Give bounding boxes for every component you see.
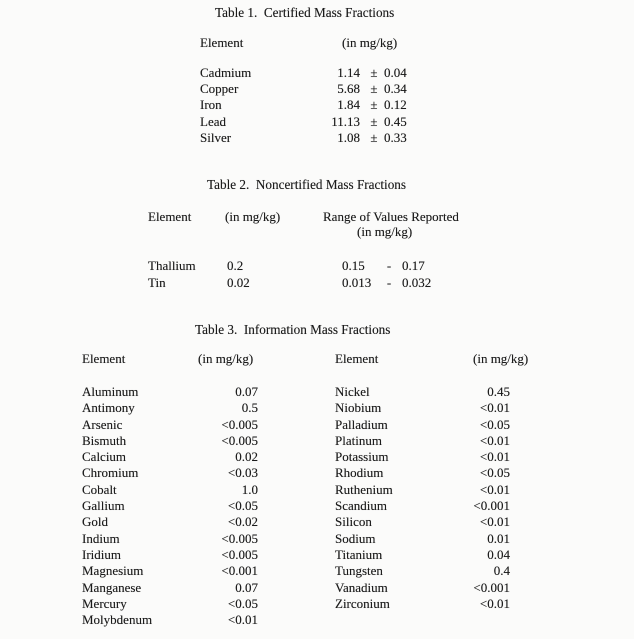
value-cell: <0.01 bbox=[227, 612, 258, 628]
element-cell: Iron bbox=[200, 97, 222, 113]
table-row bbox=[335, 580, 510, 596]
range-min-cell: 0.15 bbox=[342, 258, 365, 273]
uncertainty-cell: 0.45 bbox=[384, 113, 407, 129]
element-cell: Sodium bbox=[335, 530, 376, 546]
table3-left-header-element: Element bbox=[82, 351, 126, 366]
table-row bbox=[335, 400, 510, 416]
value-cell: <0.005 bbox=[221, 416, 258, 432]
table-row bbox=[335, 498, 510, 514]
table-row bbox=[82, 531, 258, 547]
element-cell: Molybdenum bbox=[82, 612, 153, 628]
value-cell: 5.68 bbox=[337, 81, 360, 97]
range-dash: - bbox=[386, 258, 392, 273]
table-row bbox=[82, 563, 258, 579]
table-row bbox=[82, 514, 258, 530]
element-cell: Cadmium bbox=[200, 65, 252, 80]
table-row bbox=[200, 114, 407, 130]
table-row bbox=[82, 547, 258, 563]
element-cell: Palladium bbox=[335, 416, 388, 432]
table-row bbox=[82, 612, 258, 628]
value-cell: <0.005 bbox=[221, 432, 258, 448]
element-cell: Mercury bbox=[82, 595, 127, 611]
value-cell: 0.02 bbox=[235, 449, 258, 465]
element-cell: Magnesium bbox=[82, 563, 144, 579]
element-cell: Thallium bbox=[148, 258, 196, 273]
table2-header-range: Range of Values Reported bbox=[323, 209, 459, 224]
value-cell: 0.01 bbox=[487, 530, 510, 546]
table1-header-element: Element bbox=[200, 35, 244, 50]
table-row bbox=[82, 449, 258, 465]
table2-title: Table 2. Noncertified Mass Fractions bbox=[207, 177, 407, 192]
value-cell: <0.01 bbox=[479, 481, 510, 497]
element-cell: Arsenic bbox=[82, 416, 123, 432]
table3-right-column bbox=[335, 384, 510, 612]
element-cell: Platinum bbox=[335, 432, 382, 448]
uncertainty-cell: 0.34 bbox=[384, 81, 407, 97]
value-cell: 11.13 bbox=[331, 113, 360, 129]
range-min-cell: 0.013 bbox=[342, 274, 372, 290]
range-dash: - bbox=[386, 274, 392, 290]
element-cell: Copper bbox=[200, 81, 239, 97]
table2-header-element: Element bbox=[148, 209, 192, 224]
value-cell: <0.05 bbox=[227, 595, 258, 611]
table-row bbox=[335, 433, 510, 449]
table-row bbox=[335, 596, 510, 612]
table-row bbox=[200, 130, 407, 146]
plus-minus-sign: ± bbox=[370, 81, 378, 97]
value-cell: 0.5 bbox=[241, 400, 258, 416]
value-cell: <0.01 bbox=[479, 432, 510, 448]
table-row bbox=[335, 482, 510, 498]
table-row bbox=[82, 433, 258, 449]
element-cell: Aluminum bbox=[82, 384, 139, 399]
plus-minus-sign: ± bbox=[370, 113, 378, 129]
element-cell: Bismuth bbox=[82, 432, 127, 448]
table3-left-header-unit: (in mg/kg) bbox=[198, 351, 254, 366]
element-cell: Nickel bbox=[335, 384, 370, 399]
table-row bbox=[335, 465, 510, 481]
table1-header-unit: (in mg/kg) bbox=[342, 35, 398, 50]
value-cell: <0.01 bbox=[479, 514, 510, 530]
element-cell: Silicon bbox=[335, 514, 372, 530]
table-row bbox=[82, 596, 258, 612]
uncertainty-cell: 0.12 bbox=[384, 97, 407, 113]
value-cell: 0.2 bbox=[227, 258, 244, 273]
value-cell: <0.001 bbox=[221, 563, 258, 579]
element-cell: Vanadium bbox=[335, 579, 388, 595]
value-cell: <0.005 bbox=[221, 530, 258, 546]
element-cell: Scandium bbox=[335, 498, 387, 514]
value-cell: 0.45 bbox=[487, 384, 510, 399]
element-cell: Titanium bbox=[335, 546, 383, 562]
element-cell: Silver bbox=[200, 129, 232, 145]
plus-minus-sign: ± bbox=[370, 65, 378, 80]
element-cell: Manganese bbox=[82, 579, 142, 595]
plus-minus-sign: ± bbox=[370, 97, 378, 113]
value-cell: <0.05 bbox=[227, 498, 258, 514]
table-row bbox=[200, 65, 407, 81]
element-cell: Antimony bbox=[82, 400, 135, 416]
value-cell: 0.4 bbox=[493, 563, 510, 579]
plus-minus-sign: ± bbox=[370, 129, 378, 145]
table3-title: Table 3. Information Mass Fractions bbox=[195, 322, 391, 337]
range-max-cell: 0.17 bbox=[402, 258, 425, 273]
table3-left-column bbox=[82, 384, 258, 628]
table2-header-unit: (in mg/kg) bbox=[225, 209, 281, 224]
table1-body bbox=[200, 65, 407, 146]
table-row bbox=[82, 417, 258, 433]
element-cell: Tin bbox=[148, 274, 166, 290]
table3-right-header-unit: (in mg/kg) bbox=[473, 351, 529, 366]
table-row bbox=[335, 384, 510, 400]
table-row bbox=[200, 97, 407, 113]
value-cell: 1.14 bbox=[337, 65, 360, 80]
value-cell: 1.08 bbox=[337, 129, 360, 145]
table-row bbox=[335, 449, 510, 465]
table2-body bbox=[148, 258, 431, 291]
element-cell: Niobium bbox=[335, 400, 382, 416]
value-cell: 0.02 bbox=[227, 274, 250, 290]
table-row bbox=[82, 580, 258, 596]
table-row bbox=[335, 417, 510, 433]
table-row bbox=[335, 547, 510, 563]
element-cell: Iridium bbox=[82, 546, 121, 562]
element-cell: Cobalt bbox=[82, 481, 117, 497]
table-row bbox=[335, 514, 510, 530]
value-cell: <0.05 bbox=[479, 465, 510, 481]
table-row bbox=[82, 465, 258, 481]
element-cell: Rhodium bbox=[335, 465, 384, 481]
value-cell: 0.07 bbox=[235, 579, 258, 595]
uncertainty-cell: 0.33 bbox=[384, 129, 407, 145]
uncertainty-cell: 0.04 bbox=[384, 65, 407, 80]
value-cell: <0.01 bbox=[479, 449, 510, 465]
element-cell: Potassium bbox=[335, 449, 389, 465]
element-cell: Lead bbox=[200, 113, 226, 129]
value-cell: 0.04 bbox=[487, 546, 510, 562]
value-cell: <0.05 bbox=[479, 416, 510, 432]
value-cell: <0.01 bbox=[479, 595, 510, 611]
table-row bbox=[148, 258, 431, 275]
value-cell: <0.001 bbox=[473, 579, 510, 595]
table-row bbox=[335, 563, 510, 579]
value-cell: 0.07 bbox=[235, 384, 258, 399]
value-cell: 1.0 bbox=[241, 481, 258, 497]
range-max-cell: 0.032 bbox=[402, 274, 432, 290]
value-cell: <0.001 bbox=[473, 498, 510, 514]
table-row bbox=[200, 81, 407, 97]
element-cell: Ruthenium bbox=[335, 481, 393, 497]
table-row bbox=[82, 400, 258, 416]
value-cell: <0.005 bbox=[221, 546, 258, 562]
element-cell: Indium bbox=[82, 530, 120, 546]
table2-header-range-unit: (in mg/kg) bbox=[357, 224, 413, 239]
table1-title: Table 1. Certified Mass Fractions bbox=[215, 5, 395, 20]
element-cell: Chromium bbox=[82, 465, 139, 481]
table-row bbox=[82, 384, 258, 400]
table3-right-header-element: Element bbox=[335, 351, 379, 366]
value-cell: <0.01 bbox=[479, 400, 510, 416]
element-cell: Gallium bbox=[82, 498, 125, 514]
table-row bbox=[82, 498, 258, 514]
table-row bbox=[148, 275, 431, 292]
element-cell: Gold bbox=[82, 514, 108, 530]
element-cell: Calcium bbox=[82, 449, 127, 465]
value-cell: <0.02 bbox=[227, 514, 258, 530]
value-cell: <0.03 bbox=[227, 465, 258, 481]
element-cell: Zirconium bbox=[335, 595, 390, 611]
value-cell: 1.84 bbox=[337, 97, 360, 113]
table-row bbox=[82, 482, 258, 498]
element-cell: Tungsten bbox=[335, 563, 383, 579]
table-row bbox=[335, 531, 510, 547]
